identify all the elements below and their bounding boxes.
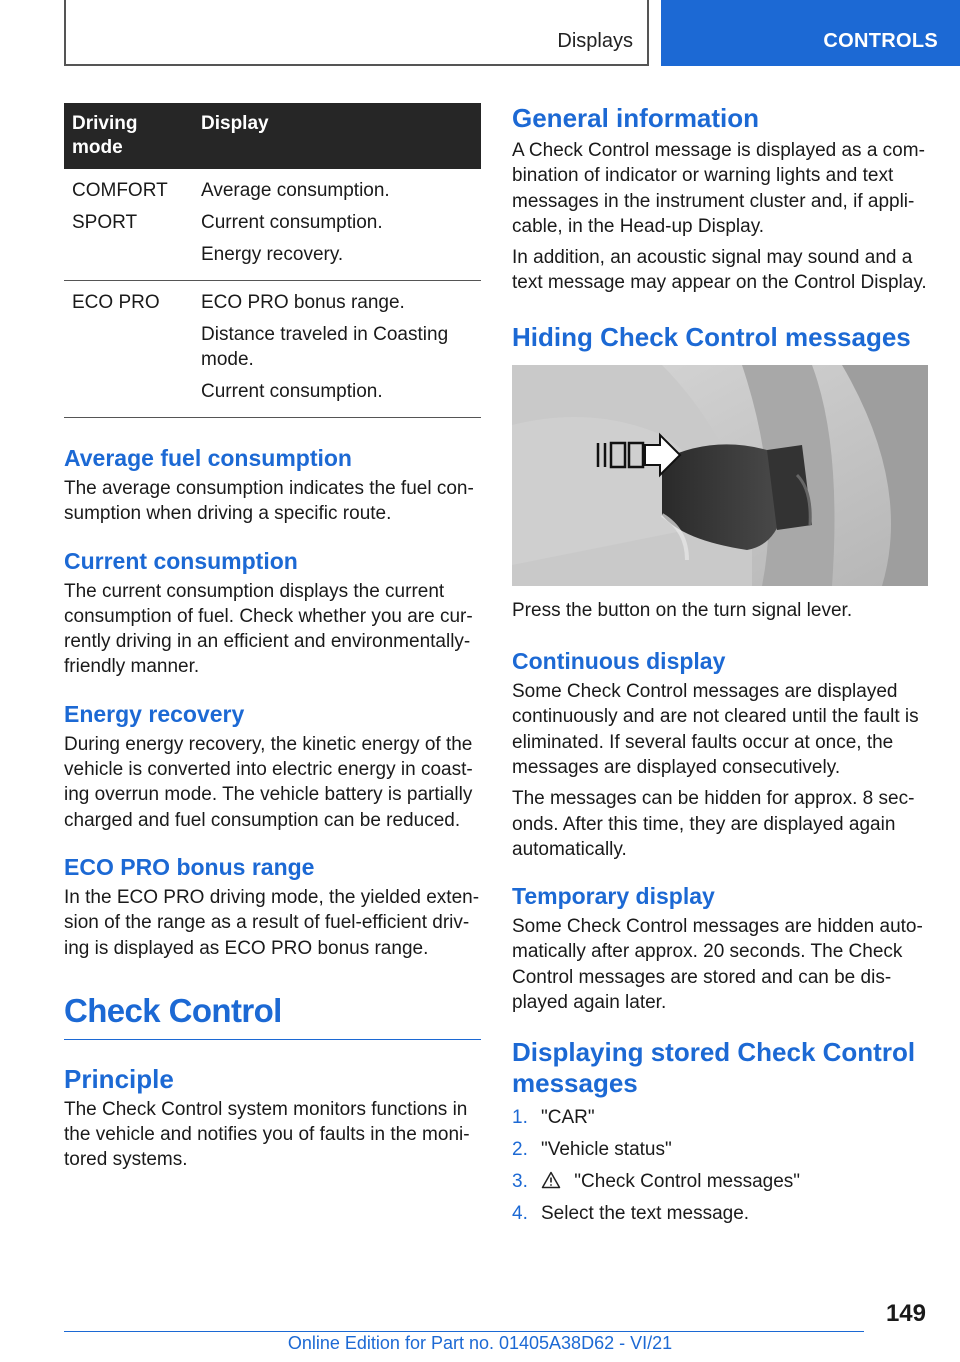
continuous-display-text-2: The messages can be hidden for approx. 8 sec-onds. After this time, they are displayed again automatically. (512, 788, 915, 860)
heading-rule (64, 1039, 481, 1040)
mode-item: COMFORT (72, 180, 168, 201)
display-item: Energy recovery. (201, 244, 344, 265)
display-item: Average consumption. (201, 180, 390, 201)
temporary-display-text: Some Check Control messages are hidden auto-matically after approx. 20 seconds. The Check Control messages are stored and can be dis-played again later. (512, 916, 923, 1014)
list-item (512, 1201, 928, 1226)
display-item: ECO PRO bonus range. (201, 292, 405, 313)
step-text: "Vehicle status" (541, 1139, 672, 1161)
display-item: Current consumption. (201, 381, 383, 402)
table-cell-modes (64, 169, 193, 281)
list-item (512, 1169, 928, 1194)
step-number: 4. (512, 1203, 528, 1225)
right-column (512, 103, 928, 1233)
continuous-display-text: Some Check Control messages are displayed continuously and are not cleared until the fault is eliminated. If several faults occur at once, the messages are displayed consecutively. (512, 681, 919, 778)
page-number: 149 (885, 1300, 926, 1327)
check-control-heading: Check Control (64, 991, 282, 1029)
list-item (512, 1105, 928, 1130)
header-section-box (64, 0, 649, 66)
step-text: "Check Control messages" (574, 1171, 801, 1193)
general-info-text-2: In addition, an acoustic signal may sound and a text message may appear on the Control Display. (512, 247, 927, 294)
step-number: 3. (512, 1171, 528, 1193)
avg-consumption-text: The average consumption indicates the fuel con-sumption when driving a specific route. (64, 478, 474, 525)
list-item (512, 1137, 928, 1162)
principle-text: The Check Control system monitors functions in the vehicle and notifies you of faults in the moni-tored systems. (64, 1098, 470, 1171)
avg-consumption-heading: Average fuel consumption (64, 445, 352, 471)
step-text: "CAR" (541, 1107, 595, 1129)
principle-heading: Principle (64, 1063, 174, 1094)
eco-pro-bonus-heading: ECO PRO bonus range (64, 853, 315, 880)
press-button-text: Press the button on the turn signal lever. (512, 599, 853, 621)
footer-rule (64, 1331, 864, 1332)
section-title: Displays (557, 30, 633, 52)
display-item: Distance traveled in Coasting mode. (201, 324, 449, 370)
mode-item: SPORT (72, 212, 138, 233)
step-text: Select the text message. (541, 1203, 750, 1225)
driving-mode-table (64, 103, 481, 418)
energy-recovery-text: During energy recovery, the kinetic energy of the vehicle is converted into electric energy in coast-ing overrun mode. The vehicle battery is partially charged and fuel consumption can be reduced. (64, 733, 473, 831)
hiding-messages-heading: Hiding Check Control messages (512, 321, 911, 352)
table-header-driving-mode: Driving mode (64, 103, 193, 169)
table-row (64, 169, 481, 281)
current-consumption-heading: Current consumption (64, 547, 298, 574)
table-cell-displays (193, 281, 481, 418)
temporary-display-heading: Temporary display (512, 883, 715, 910)
steps-list (512, 1105, 928, 1226)
table-cell-displays (193, 169, 481, 281)
continuous-display-heading: Continuous display (512, 648, 726, 675)
energy-recovery-heading: Energy recovery (64, 700, 245, 727)
turn-signal-lever-photo (512, 365, 928, 586)
step-number: 2. (512, 1139, 528, 1161)
table-row (64, 281, 481, 418)
table-cell-modes (64, 281, 193, 418)
current-consumption-text: The current consumption displays the current consumption of fuel. Check whether you are cur-rently driving in an efficient and environmentally-friendly manner. (64, 580, 473, 678)
edition-footer: Online Edition for Part no. 01405A38D62 - VI/21 (287, 1333, 673, 1353)
stored-messages-heading: Displaying stored Check Control messages (512, 1037, 916, 1099)
general-info-text: A Check Control message is displayed as a com-bination of indicator or warning lights and text messages in the instrument cluster and, if appli-cable, in the Head-up Display. (512, 140, 925, 237)
left-column (64, 103, 481, 1173)
chapter-title: CONTROLS (823, 30, 938, 52)
eco-pro-bonus-text: In the ECO PRO driving mode, the yielded exten-sion of the range as a result of fuel-efficient driv-ing is displayed as ECO PRO bonus range. (64, 886, 480, 959)
display-item: Current consumption. (201, 212, 383, 233)
general-info-heading: General information (512, 103, 760, 133)
mode-item: ECO PRO (72, 292, 160, 313)
header-chapter-tab[interactable] (661, 0, 960, 66)
table-header-display: Display (193, 103, 481, 169)
step-number: 1. (512, 1107, 528, 1129)
warning-triangle-icon (541, 1171, 561, 1189)
